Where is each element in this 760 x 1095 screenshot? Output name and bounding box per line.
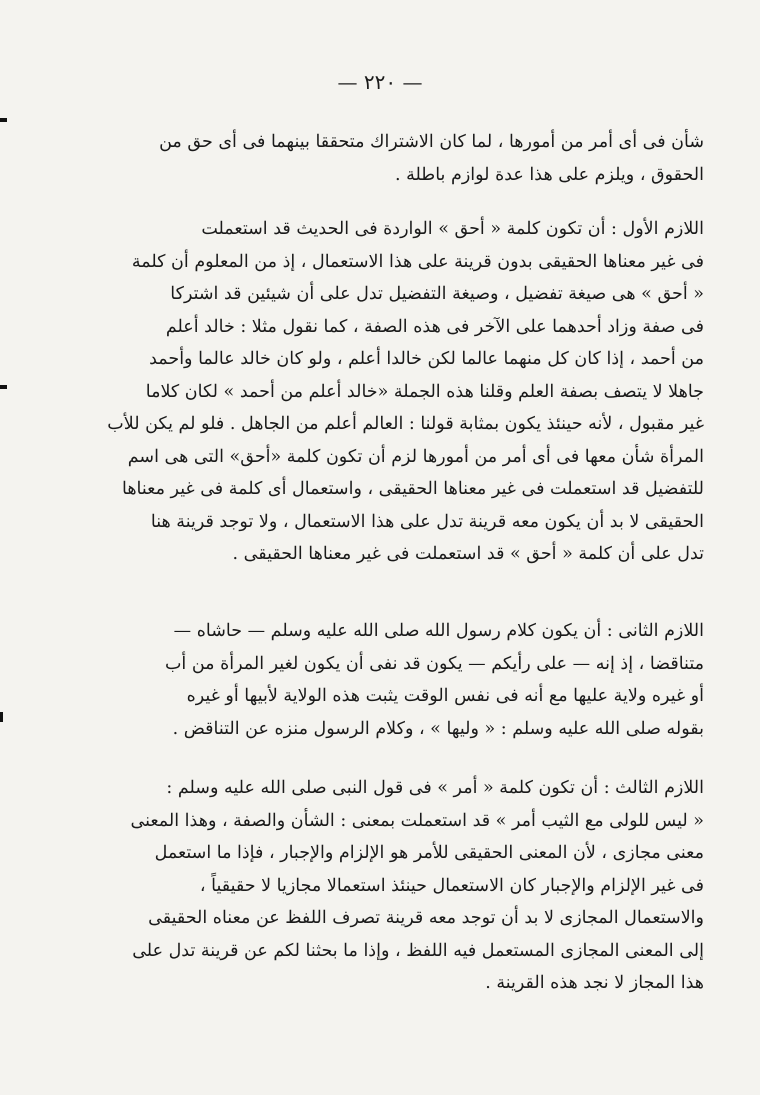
- text-line: تدل على أن كلمة « أحق » قد استعملت فى غير معناها الحقيقى .: [232, 544, 704, 564]
- text-line: « أحق » هى صيغة تفضيل ، وصيغة التفضيل تدل على أن شيئين قد اشتركا: [170, 284, 704, 304]
- scan-edge-mark-top: [0, 118, 7, 122]
- text-line: بقوله صلى الله عليه وسلم : « وليها » ، وكلام الرسول منزه عن التناقض .: [172, 718, 704, 739]
- paragraph-1: [92, 126, 704, 191]
- text-line: فى غير معناها الحقيقى بدون قرينة على هذا الاستعمال ، إذ من المعلوم أن كلمة: [131, 251, 704, 272]
- page-number: — ٢٢٠ —: [337, 70, 423, 94]
- text-line: جاهلا لا يتصف بصفة العلم وقلنا هذه الجملة «خالد أعلم من أحمد » لكان كلاما: [145, 381, 704, 402]
- text-line: فى صفة وزاد أحدهما على الآخر فى هذه الصفة ، كما نقول مثلا : خالد أعلم: [165, 316, 704, 337]
- text-line: والاستعمال المجازى لا بد أن توجد معه قرينة تصرف اللفظ عن معناه الحقيقى: [148, 908, 704, 928]
- text-line: هذا المجاز لا نجد هذه القرينة .: [485, 973, 704, 993]
- text-line: الحقوق ، ويلزم على هذا عدة لوازم باطلة .: [394, 164, 704, 185]
- paragraph-2: [92, 213, 704, 571]
- text-line: أو غيره ولاية عليها مع أنه فى نفس الوقت يثبت هذه الولاية لأبيها أو غيره: [186, 686, 704, 706]
- text-line: اللازم الثالث : أن تكون كلمة « أمر » فى قول النبى صلى الله عليه وسلم :: [166, 778, 704, 798]
- scan-edge-mark-middle: [0, 385, 7, 389]
- text-line: غير مقبول ، لأنه حينئذ يكون بمثابة قولنا : العالم أعلم من الجاهل . فلو لم يكن للأب: [107, 414, 704, 434]
- text-line: المرأة شأن معها فى أى أمر من أمورها لزم أن تكون كلمة «أحق» التى هى اسم: [127, 446, 704, 467]
- text-line: من أحمد ، إذا كان كل منهما عالما لكن خالدا أعلم ، ولو كان خالد عالما وأحمد: [149, 349, 704, 369]
- scan-edge-mark-lower: [0, 712, 3, 722]
- text-line: إلى المعنى المجازى المستعمل فيه اللفظ ، وإذا ما بحثنا لكم عن قرينة تدل على: [132, 940, 704, 961]
- paragraph-3: [92, 615, 704, 745]
- text-line: متناقضا ، إذ إنه — على رأيكم — يكون قد نفى أن يكون لغير المرأة من أب: [164, 653, 704, 674]
- text-line: اللازم الثانى : أن يكون كلام رسول الله صلى الله عليه وسلم — حاشاه —: [173, 621, 704, 641]
- text-line: الحقيقى لا بد أن يكون معه قرينة تدل على هذا الاستعمال ، ولا توجد قرينة هنا: [150, 511, 704, 532]
- text-line: معنى مجازى ، لأن المعنى الحقيقى للأمر هو الإلزام والإجبار ، فإذا ما استعمل: [154, 843, 704, 863]
- text-line: فى غير الإلزام والإجبار كان الاستعمال حينئذ استعمالا مجازيا لا حقيقياً ،: [199, 875, 704, 896]
- paragraph-4: [92, 772, 704, 1000]
- text-line: شأن فى أى أمر من أمورها ، لما كان الاشتراك متحققا بينهما فى أى حق من: [159, 132, 704, 152]
- text-line: اللازم الأول : أن تكون كلمة « أحق » الواردة فى الحديث قد استعملت: [201, 219, 704, 239]
- text-line: للتفضيل قد استعملت فى غير معناها الحقيقى ، واستعمال أى كلمة فى غير معناها: [122, 479, 704, 499]
- text-line: « ليس للولى مع الثيب أمر » قد استعملت بمعنى : الشأن والصفة ، وهذا المعنى: [130, 810, 704, 831]
